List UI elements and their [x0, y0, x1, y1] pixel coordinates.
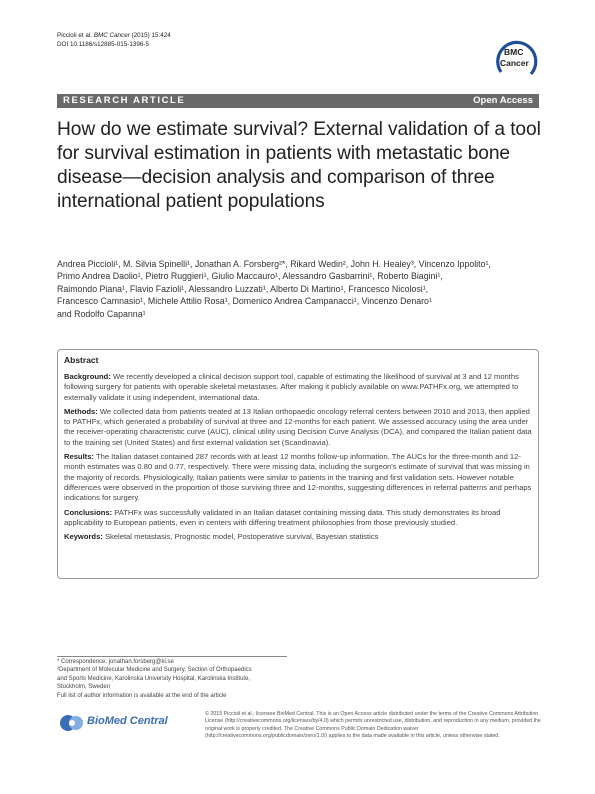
- section-text: PATHFx was successfully validated in an Italian dataset containing missing data. This study demonstrates its broad applicability to European patients, even in centers with differing treatment philosophies from those previously studied.: [64, 507, 501, 527]
- section-label: Conclusions:: [64, 507, 113, 517]
- author-line: Raimondo Piana¹, Flavio Fazioli¹, Alessandro Luzzati¹, Alberto Di Martino¹, Francesco Nicolosi¹,: [57, 283, 429, 294]
- abstract-box: [57, 349, 539, 579]
- affiliation-line: Stockholm, Sweden: [57, 684, 111, 691]
- open-access-label: Open Access: [473, 95, 533, 106]
- abstract-heading: Abstract: [64, 355, 99, 365]
- author-line: Primo Andrea Daolio¹, Pietro Ruggieri¹, Giulio Maccauro¹, Alessandro Gasbarrini¹, Roberto Biagini¹,: [57, 271, 443, 282]
- footnote-divider: [57, 656, 287, 657]
- journal-logo: [495, 38, 543, 82]
- footnotes: [57, 658, 297, 700]
- section-text: We recently developed a clinical decision support tool, capable of estimating the likelihood of survival at 3 and 12 months following surgery for patients with operable skeletal metastases. After making it publicly available on www.PATHFx.org, we attempted to externally validate it using independent, international data.: [64, 372, 519, 402]
- citation-year-volume: (2015) 15:424: [131, 32, 171, 39]
- publisher-name: BioMed Central: [87, 715, 168, 727]
- article-title: How do we estimate survival? External validation of a tool for survival estimation in patients with metastatic bone disease—decision analysis and comparison of three international patient populations: [57, 119, 541, 212]
- section-label: Results:: [64, 452, 94, 462]
- abstract-keywords: [64, 532, 532, 542]
- section-text: The Italian dataset contained 287 records with at least 12 months follow-up information. The AUCs for the three-month and 12-month estimates was 0.80 and 0.77, respectively. There were missing data, including the surgeon's estimate of survival that was missing in the majority of records. Physiologically, Italian patients were similar to patients in the training and first validation sets. However notable differences were observed in the proportion of those surviving three and 12-months, suggesting differences in referral patterns and perhaps indications for surgery.: [64, 452, 532, 503]
- license-text: © 2015 Piccioli et al.; licensee BioMed Central. This is an Open Access article distributed under the terms of the Creative Commons Attribution License (http://creativecommons.org/licenses/by/4.0) which permits unrestricted use, distribution, and reproduction in any medium, provided the original work is properly credited. The Creative Commons Public Domain Dedication waiver (http://creativecommons.org/publicdomain/zero/1.0/) applies to the data made available in this article, unless otherwise stated.: [205, 711, 541, 740]
- affiliation-line: and Sports Medicine, Karolinska University Hospital, Karolinska Institute,: [57, 675, 251, 682]
- abstract-results: [64, 452, 532, 503]
- correspondence-note: * Correspondence: jonathan.forsberg@ki.se: [57, 659, 174, 665]
- author-line: Andrea Piccioli¹, M. Silvia Spinelli¹, Jonathan A. Forsberg²*, Rikard Wedin², John H. Healey³, Vincenzo Ippolito¹,: [57, 259, 491, 269]
- citation-doi: DOI 10.1186/s12885-015-1396-5: [57, 41, 149, 48]
- section-label: Background:: [64, 372, 111, 381]
- section-text: Skeletal metastasis, Prognostic model, Postoperative survival, Bayesian statistics: [104, 532, 379, 542]
- logo-text-cancer: Cancer: [500, 58, 529, 68]
- citation-header: [57, 31, 171, 49]
- abstract-methods: [64, 407, 532, 448]
- abstract-background: [64, 372, 532, 403]
- article-type-banner: [57, 94, 539, 108]
- article-type-label: RESEARCH ARTICLE: [63, 95, 186, 106]
- citation-journal: BMC Cancer: [93, 32, 130, 39]
- section-label: Keywords:: [64, 532, 103, 542]
- section-text: We collected data from patients treated at 13 Italian orthopaedic oncology referral centers between 2010 and 2013, then applied to PATHFx, which generated a probability of survival at three and 12-months for each patient. We assessed accuracy using the area under the receiver-operating characteristic curve (AUC), clinical utility using Decision Curve Analysis (DCA), and compared the Italian patient data to the training set (United States) and first external validation set (Scandinavia).: [64, 406, 532, 447]
- biomed-central-icon: [59, 713, 85, 733]
- section-label: Methods:: [64, 406, 98, 416]
- citation-authors: Piccioli et al.: [57, 32, 92, 39]
- author-line: Francesco Camnasio¹, Michele Attilio Rosa¹, Domenico Andrea Campanacci¹, Vincenzo Denaro¹: [57, 296, 432, 307]
- logo-text-bmc: BMC: [504, 47, 524, 57]
- author-list: [57, 258, 541, 320]
- author-line: and Rodolfo Capanna¹: [57, 308, 146, 319]
- publisher-logo: [57, 712, 177, 734]
- abstract-conclusions: [64, 508, 532, 529]
- affiliation-line: ²Department of Molecular Medicine and Surgery, Section of Orthopaedics: [57, 667, 252, 674]
- author-info-note: Full list of author information is available at the end of the article: [57, 692, 227, 699]
